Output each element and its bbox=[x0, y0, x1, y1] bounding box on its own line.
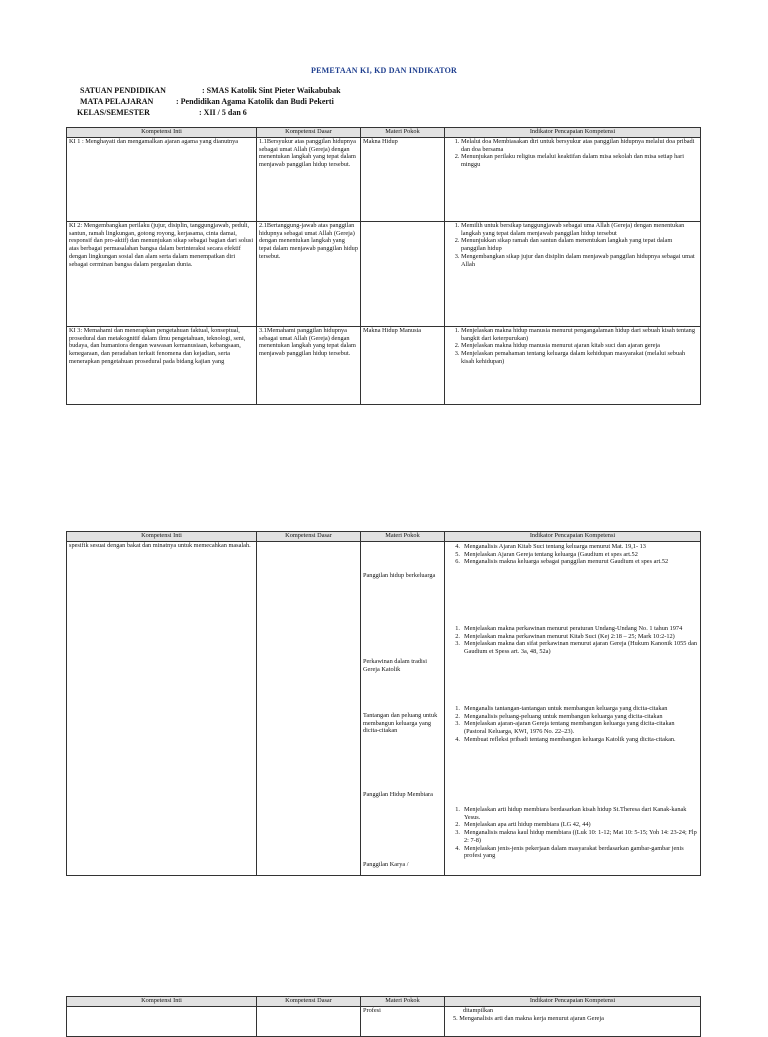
table-header-row bbox=[67, 128, 701, 138]
indikator-item: 1. Melalui doa Membiasakan diri untuk bersyukur atas panggilan hidupnya melalui doa pribadi dan doa bersama bbox=[461, 138, 698, 153]
table-row bbox=[67, 542, 701, 876]
indikator-item: 2. Menganalisis peluang-peluang untuk membangun keluarga yang dicita-citakan bbox=[455, 712, 663, 720]
kd-cell: 3.1Memahami panggilan hidupnya sebagai umat Allah (Gereja) dengan menentukan langkah yang tepat dalam menjawab panggilan hidup tersebut. bbox=[257, 327, 361, 405]
indikator-item: 3. Menjelaskan makna dan sifat perkawinan menurut ajaran Gereja (Hukum Kanonik 1055 dan Gaudium et Spess art. 3a, 48, 52a) bbox=[455, 640, 698, 656]
indikator-item: 1. Menganalis tantangan-tantangan untuk membangun keluarga yang dicita-citakan bbox=[455, 705, 668, 712]
kd-cell bbox=[257, 1007, 361, 1037]
indikator-item: 3. Menjelaskan ajaran-ajaran Gereja tentang membangun keluarga yang dicita-citakan (Pastoral Keluarga, KWI, 1976 No. 22–23). bbox=[455, 720, 675, 736]
header-indikator: Indikator Pencapaian Kompetensi bbox=[445, 128, 701, 138]
meta-value: : XII / 5 dan 6 bbox=[199, 108, 247, 117]
header-kd: Kompetensi Dasar bbox=[257, 532, 361, 542]
indikator-item: 1. Menjelaskan arti hidup membiara berdasarkan kisah hidup St.Theresa dari Kanak-kanak Yesus. bbox=[455, 806, 687, 821]
meta-value: : Pendidikan Agama Katolik dan Budi Pekerti bbox=[176, 97, 334, 106]
indikator-group-membiara bbox=[447, 806, 698, 860]
materi-item: Panggilan hidup berkeluarga bbox=[363, 572, 436, 579]
indikator-cell bbox=[445, 222, 701, 327]
indikator-item: 1. Menjelaskan makna perkawinan menurut peraturan Undang-Undang No. 1 tahun 1974 bbox=[455, 625, 683, 632]
ki-cell: KI 2: Mengembangkan perilaku (jujur, disiplin, tanggungjawab, peduli, santun, ramah lingkungan, gotong royong, kerjasama, cinta damai, responsif dan pro-aktif) dan menunjukan sikap sebagai bagian dari solusi atas berbagai permasalahan bangsa dalam berinteraksi secara efektif dengan lingkungan sosial dan alam serta dalam menempatkan diri sebagai cerminan bangsa dalam pergaulan dunia. bbox=[67, 222, 257, 327]
indikator-item: 5. Menjelaskan Ajaran Gereja tentang keluarga (Gaudium et spes art.52 bbox=[455, 550, 638, 558]
header-indikator: Indikator Pencapaian Kompetensi bbox=[445, 532, 701, 542]
indikator-item: 5. Menganalisis arti dan makna kerja menurut ajaran Gereja bbox=[453, 1014, 604, 1022]
meta-value: : SMAS Katolik Sint Pieter Waikabubak bbox=[202, 86, 341, 95]
competency-table-page-2 bbox=[66, 531, 701, 876]
header-materi: Materi Pokok bbox=[361, 128, 445, 138]
ki-cell: KI 3: Memahami dan menerapkan pengetahuan faktual, konseptual, prosedural dan metakognitif dalam ilmu pengetahuan, teknologi, seni, budaya, dan humaniora dengan wawasan kemanusiaan, kebangsaan, kenegaraan, dan peradaban terkait fenomena dan kejadian, serta menerapkan pengetahuan prosedural pada bidang kajian yang bbox=[67, 327, 257, 405]
header-materi: Materi Pokok bbox=[361, 532, 445, 542]
indikator-cell bbox=[445, 542, 701, 876]
materi-item: Panggilan Hidup Membiara bbox=[363, 791, 433, 798]
indikator-item: 2. Menjelaskan apa arti hidup membiara (LG 42, 44) bbox=[455, 821, 591, 829]
materi-cell: Makna Hidup bbox=[361, 138, 445, 222]
document-title: PEMETAAN KI, KD DAN INDIKATOR bbox=[310, 66, 458, 75]
meta-row-school bbox=[80, 86, 341, 97]
table-row bbox=[67, 138, 701, 222]
table-header-row bbox=[67, 532, 701, 542]
materi-cell: Profesi bbox=[361, 1007, 445, 1037]
indikator-item: 6. Menganalisis makna keluarga sebagai panggilan menurut Gaudium et spes art.52 bbox=[455, 558, 669, 566]
header-materi: Materi Pokok bbox=[361, 997, 445, 1007]
ki-cell: KI 1 : Menghayati dan mengamalkan ajaran agama yang dianutnya bbox=[67, 138, 257, 222]
materi-item: Tantangan dan peluang untuk membangun keluarga yang dicita-citakan bbox=[363, 712, 438, 735]
materi-item: Panggilan Karya / bbox=[363, 861, 409, 868]
kd-cell: 1.1Bersyukur atas panggilan hidupnya sebagai umat Allah (Gereja) dengan menentukan langkah yang tepat dalam menjawab panggilan hidup tersebut. bbox=[257, 138, 361, 222]
competency-table-page-3 bbox=[66, 996, 701, 1037]
indikator-group-tantangan bbox=[447, 705, 698, 744]
indikator-item: 4. Menganalisis Ajaran Kitab Suci tentang keluarga menurut Mat. 19,1- 13 bbox=[455, 543, 646, 550]
indikator-continuation: ditampilkan bbox=[463, 1007, 494, 1014]
document-meta bbox=[77, 86, 341, 119]
indikator-item: 1. Menjelaskan makna hidup manusia menurut pengangalaman hidup dari sebuah kisah tentang bangkit dari keterpurukan) bbox=[461, 327, 698, 342]
header-ki: Kompetensi Inti bbox=[67, 128, 257, 138]
meta-label: SATUAN PENDIDIKAN bbox=[80, 86, 166, 95]
meta-row-subject bbox=[80, 97, 341, 108]
indikator-group-keluarga bbox=[447, 543, 698, 566]
ki-cell bbox=[67, 1007, 257, 1037]
indikator-item: 2. Menjelaskan makna hidup manusia menurut ajaran kitab suci dan ajaran gereja bbox=[461, 342, 698, 350]
header-kd: Kompetensi Dasar bbox=[257, 128, 361, 138]
header-kd: Kompetensi Dasar bbox=[257, 997, 361, 1007]
indikator-cell bbox=[445, 327, 701, 405]
header-ki: Kompetensi Inti bbox=[67, 532, 257, 542]
indikator-item: 2. Menjelaskan makna perkawinan menurut Kitab Suci (Kej 2:18 – 25; Mark 10:2-12) bbox=[455, 632, 675, 640]
kd-cell bbox=[257, 542, 361, 876]
meta-label: KELAS/SEMESTER bbox=[77, 108, 150, 117]
materi-item: Perkawinan dalam tradisi Gereja Katolik bbox=[363, 658, 427, 673]
indikator-item: 3. Menganalisis makna kaul hidup membiara ((Luk 10: 1-12; Mat 10: 5-15; Yoh 14: 23-24; Flp 2: 7-8) bbox=[455, 829, 697, 844]
indikator-item: 4. Membuat refleksi pribadi tentang membangun keluarga Katolik yang dicita-citakan. bbox=[455, 735, 676, 743]
table-row bbox=[67, 327, 701, 405]
indikator-cell bbox=[445, 1007, 701, 1037]
indikator-item: 4. Menjelaskan jenis-jenis pekerjaan dalam masyarakat berdasarkan gambar-gambar jenis profesi yang bbox=[455, 844, 684, 860]
meta-row-class bbox=[77, 108, 341, 119]
competency-table-page-1 bbox=[66, 127, 701, 405]
indikator-item: 2. Menunjukkan sikap ramah dan santun dalam menentukan langkah yang tepat dalam panggilan hidup bbox=[461, 237, 698, 252]
table-row bbox=[67, 1007, 701, 1037]
materi-cell: Makna Hidup Manusia bbox=[361, 327, 445, 405]
indikator-group-perkawinan bbox=[447, 625, 698, 656]
header-indikator: Indikator Pencapaian Kompetensi bbox=[445, 997, 701, 1007]
ki-cell: spesifik sesuai dengan bakat dan minatnya untuk memecahkan masalah. bbox=[67, 542, 257, 876]
header-ki: Kompetensi Inti bbox=[67, 997, 257, 1007]
table-row bbox=[67, 222, 701, 327]
indikator-cell bbox=[445, 138, 701, 222]
indikator-item: 3. Mengembangkan sikap jujur dan disiplin dalam menjawab panggilan hidupnya sebagai umat Allah bbox=[461, 253, 698, 268]
materi-cell bbox=[361, 542, 445, 876]
meta-label: MATA PELAJARAN bbox=[80, 97, 154, 106]
materi-cell bbox=[361, 222, 445, 327]
kd-cell: 2.1Bertanggung-jawab atas panggilan hidupnya sebagai umat Allah (Gereja) dengan menentukan langkah yang tepat dalam menjawab panggilan hidup tersebut. bbox=[257, 222, 361, 327]
indikator-item: 3. Menjelaskan pemahaman tentang keluarga dalam kehidupan masyarakat (melalui sebuah kisah kehidupan) bbox=[461, 350, 698, 365]
indikator-item: 1. Memilih untuk bersikap tanggungjawab sebagai uma Allah (Gereja) dengan menentukan langkah yang tepat dalam menjawab panggilan hidup tersebut bbox=[461, 222, 698, 237]
indikator-item: 2. Menunjukan perilaku religius melalui keaktifan dalam misa sekolah dan misa setiap hari minggu bbox=[461, 153, 698, 168]
table-header-row bbox=[67, 997, 701, 1007]
